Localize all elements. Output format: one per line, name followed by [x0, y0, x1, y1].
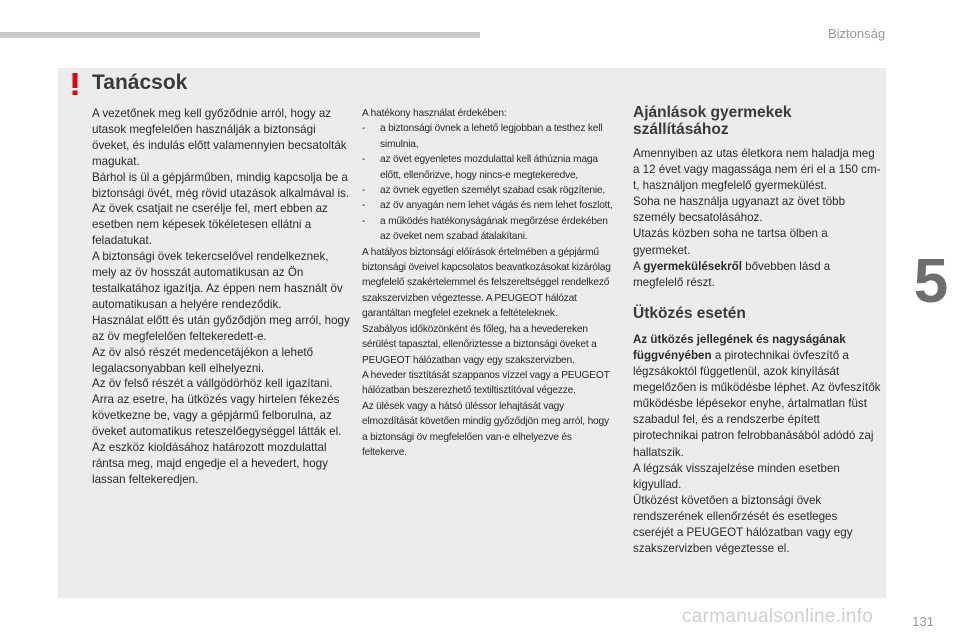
text-run: bővebben lásd a megfelelő részt. [633, 259, 831, 289]
chapter-number: 5 [913, 246, 949, 316]
section-title: Biztonság [828, 26, 886, 41]
paragraph: Az öv felső részét a vállgödörhöz kell igazítani. [92, 377, 333, 391]
panel-title: Tanácsok [92, 71, 188, 94]
children-heading: Ajánlások gyermekek szállításához [633, 104, 792, 138]
paragraph: Ütközést követően a biztonsági övek rendszerének ellenőrzését és esetleges cseréjét a PEUGEOT hálózatban vagy egy szakszervizben végeztesse el. [633, 493, 853, 556]
watermark: carmanualsonline.info [682, 606, 874, 627]
paragraph: Arra az esetre, ha ütközés vagy hirtelen fékezés következne be, vagy a gépjármű felborulna, az öveket automatikus reteszelőegységgel látták el. Az eszköz kioldásához határozott mozdulattal rántsa meg, majd engedje el a hevedert, hogy lassan feltekeredjen. [92, 393, 342, 486]
header-bar [0, 32, 480, 38]
column-general-advice [92, 106, 354, 488]
paragraph-child-seats [633, 259, 881, 291]
paragraph: Az ülések vagy a hátsó üléssor lehajtását vagy elmozdítását követően mindig győződjön meg arról, hogy a biztonsági öv megfelelően van-e elhelyezve és feltekerve. [362, 400, 609, 458]
list-intro: A hatékony használat érdekében: [362, 108, 507, 119]
paragraph: Amennyiben az utas életkora nem haladja meg a 12 évet vagy magassága nem éri el a 150 cm-t, használjon megfelelő gyermekülést. [633, 147, 881, 193]
paragraph: A vezetőnek meg kell győződnie arról, hogy az utasok megfelelően használják a biztonsági öveket, és indulás előtt valamennyien becsatolták magukat. [92, 107, 347, 168]
paragraph: Használat előtt és után győződjön meg arról, hogy az öv megfelelően feltekeredett-e. [92, 313, 350, 343]
paragraph: A heveder tisztítását szappanos vízzel vagy a PEUGEOT hálózatban beszerezhető textiltisztítóval végezze. [362, 369, 610, 397]
text-run-bold: Az ütközés jellegének és nagyságának függvényében [633, 332, 846, 362]
column-children-and-collision [633, 104, 881, 557]
list-item: - a működés hatékonyságának megőrzése érdekében az öveket nem szabad átalakítani. [362, 214, 616, 245]
paragraph: Bárhol is ül a gépjárműben, mindig kapcsolja be a biztonsági övét, még rövid utazások alkalmával is. [92, 170, 350, 200]
exclamation-icon [68, 72, 82, 96]
paragraph: Az övek csatjait ne cserélje fel, mert ebben az esetben nem képesek tökéletesen ellátni a feladatukat. [92, 202, 328, 248]
collision-heading: Ütközés esetén [633, 304, 746, 322]
paragraph: A légzsák visszajelzése minden esetben kigyullad. [633, 461, 840, 491]
text-run: a pirotechnikai övfeszítő a légzsákoktól függetlenül, azok kinyílását megelőzően is működésbe léphet. Az övfeszítők működésbe lépésekor enyhe, ártalmatlan füst szabadul fel, és a rendszerbe épített pirotechnikai patron felrobbanásából adódó zaj hallatszik. [633, 348, 881, 459]
chapter-tab [902, 228, 960, 334]
paragraph: Soha ne használja ugyanazt az övet több személy becsatolásához. [633, 195, 846, 225]
list-item: - az övnek egyetlen személyt szabad csak rögzítenie, [362, 183, 616, 198]
paragraph-collision [633, 332, 881, 461]
paragraph: Utazás közben soha ne tartsa ölben a gyermeket. [633, 227, 828, 257]
text-run: A [633, 259, 644, 273]
child-seats-reference: gyermekülésekről [643, 259, 742, 273]
paragraph: Az öv alsó részét medencetájékon a lehető legalacsonyabban kell elhelyezni. [92, 345, 314, 375]
page-number: 131 [912, 614, 934, 629]
column-effective-use [362, 106, 616, 460]
paragraph: A hatályos biztonsági előírások értelmében a gépjármű biztonsági öveivel kapcsolatos beavatkozásokat kizárólag megfelelő szakértelemmel és felszereltséggel rendelkező szakszervizben végeztesse. A PEUGEOT hálózat garantáltan megfelel ezeknek a feltételeknek. [362, 246, 611, 320]
list-item: - az öv anyagán nem lehet vágás és nem lehet foszlott, [362, 198, 616, 213]
list-item: - az övet egyenletes mozdulattal kell áthúznia maga előtt, ellenőrizve, hogy nincs-e megtekeredve, [362, 152, 616, 183]
list-item: - a biztonsági övnek a lehető legjobban a testhez kell simulnia, [362, 121, 616, 152]
paragraph: Szabályos időközönként és főleg, ha a hevedereken sérülést tapasztal, ellenőriztesse a biztonsági öveket a PEUGEOT hálózatban vagy egy szakszervizben. [362, 323, 597, 366]
paragraph: A biztonsági övek tekercselővel rendelkeznek, mely az öv hosszát automatikusan az Ön testalkatához igazítja. Az éppen nem használt öv automatikusan a helyére rendeződik. [92, 250, 343, 311]
